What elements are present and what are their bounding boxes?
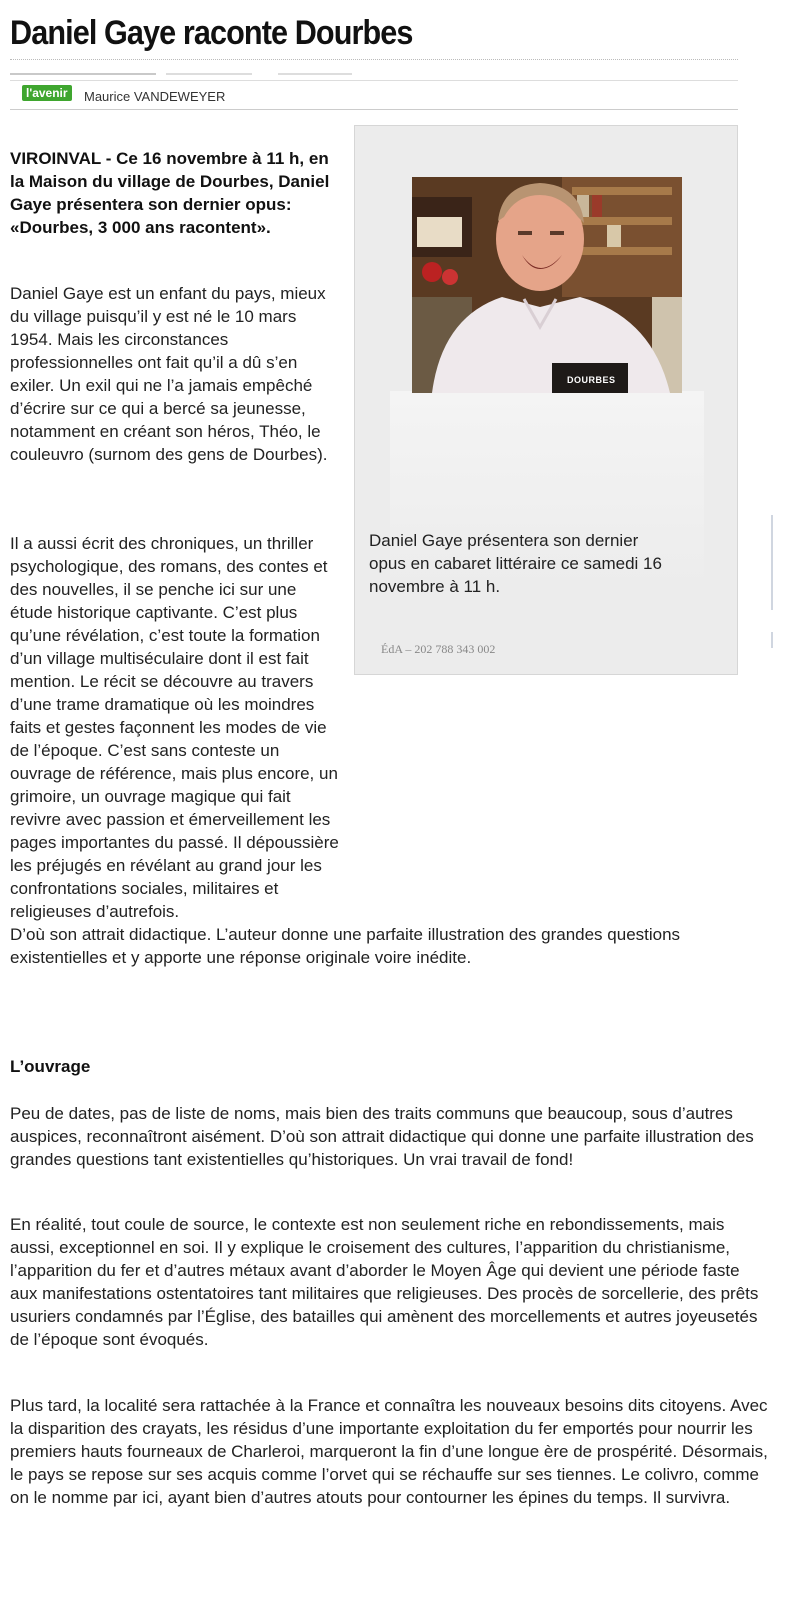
title-divider <box>10 59 738 60</box>
section-heading: L’ouvrage <box>10 1057 91 1076</box>
author-photo[interactable] <box>412 177 682 393</box>
scrollbar-edge[interactable] <box>771 515 773 610</box>
scrollbar-edge[interactable] <box>771 632 773 648</box>
article-paragraph: Plus tard, la localité sera rattachée à la France et connaîtra les nouveaux besoins dits citoyens. Avec la disparition des crayats, les résidus d’une importante exploitation du fer emportés pour nourrir les premiers hauts fourneaux de Charleroi, marqueront la fin d’une longue ère de prospérité. Désormais, le pays se repose sur ses acquis comme l’orvet qui se réchauffe sur ses tiennes. Le colivro, comme on le nomme par ici, ayant bien d’autres atouts pour contourner les épines du temps. Il survivra. <box>10 1396 768 1507</box>
share-tab[interactable] <box>10 73 156 75</box>
share-bar <box>10 73 738 74</box>
photo-caption: Daniel Gaye présentera son dernier opus en cabaret littéraire ce samedi 16 novembre à 11 h. <box>369 531 662 596</box>
article-title: Daniel Gaye raconte Dourbes <box>10 14 413 52</box>
article-paragraph: Peu de dates, pas de liste de noms, mais bien des traits communs que beaucoup, sous d’autres auspices, reconnaîtront aisément. D’où son attrait didactique qui donne une parfaite illustration des grandes questions tant existentielles qu’historiques. Un vrai travail de fond! <box>10 1104 754 1169</box>
byline <box>10 80 738 110</box>
author-portrait-image <box>412 177 682 393</box>
book-cover-title: DOURBES <box>567 375 616 385</box>
article-paragraph <box>10 532 725 969</box>
article-paragraph: En réalité, tout coule de source, le contexte est non seulement riche en rebondissements, mais aussi, exceptionnel en soi. Il y explique le croisement des cultures, l’apparition du christianisme, l’apparition du fer et d’autres métaux avant d’aborder le Moyen Âge qui devient une période faste aux manifestations ostentatoires tant militaires que religieuses. Des procès de sorcellerie, des prêts usuriers condamnés par l’Église, des batailles qui amènent des morcellements et autres joyeusetés de l’époque sont évoqués. <box>10 1215 759 1349</box>
paragraph-text: Il a aussi écrit des chroniques, un thriller psychologique, des romans, des contes et des nouvelles, il se penche ici sur une étude historique captivante. C’est plus qu’une révélation, c’est toute la formation d’un village multiséculaire dont il est fait mention. Le récit se découvre au travers d’une trame dramatique où les moindres faits et gestes façonnent les modes de vie de l’époque. C’est sans conteste un ouvrage de référence, mais plus encore, un grimoire, un ouvrage magique qui fait revivre avec passion et émerveillement les pages importantes du passé. Il dépoussière les préjugés en révélant au grand jour les confrontations sociales, militaires et religieuses d’autrefois. <box>10 534 339 921</box>
article-paragraph: Daniel Gaye est un enfant du pays, mieux du village puisqu’il y est né le 10 mars 1954. Mais les circonstances professionnelles ont fait qu’il a dû s’en exiler. Un exil qui ne l’a jamais empêché d’écrire sur ce qui a bercé sa jeunesse, notamment en créant son héros, Théo, le couleuvro (surnom des gens de Dourbes). <box>10 284 328 464</box>
photo-credit: ÉdA – 202 788 343 002 <box>381 642 496 656</box>
share-tab[interactable] <box>166 73 252 75</box>
paragraph-text: D’où son attrait didactique. L’auteur donne une parfaite illustration des grandes questions existentielles et y apporte une réponse originale voire inédite. <box>10 925 681 967</box>
article-lead: VIROINVAL - Ce 16 novembre à 11 h, en la Maison du village de Dourbes, Daniel Gaye présentera son dernier opus: «Dourbes, 3 000 ans racontent». <box>10 149 330 237</box>
source-logo[interactable]: l'avenir <box>22 85 72 101</box>
share-tab[interactable] <box>278 73 352 75</box>
author-name: Maurice VANDEWEYER <box>84 89 226 104</box>
